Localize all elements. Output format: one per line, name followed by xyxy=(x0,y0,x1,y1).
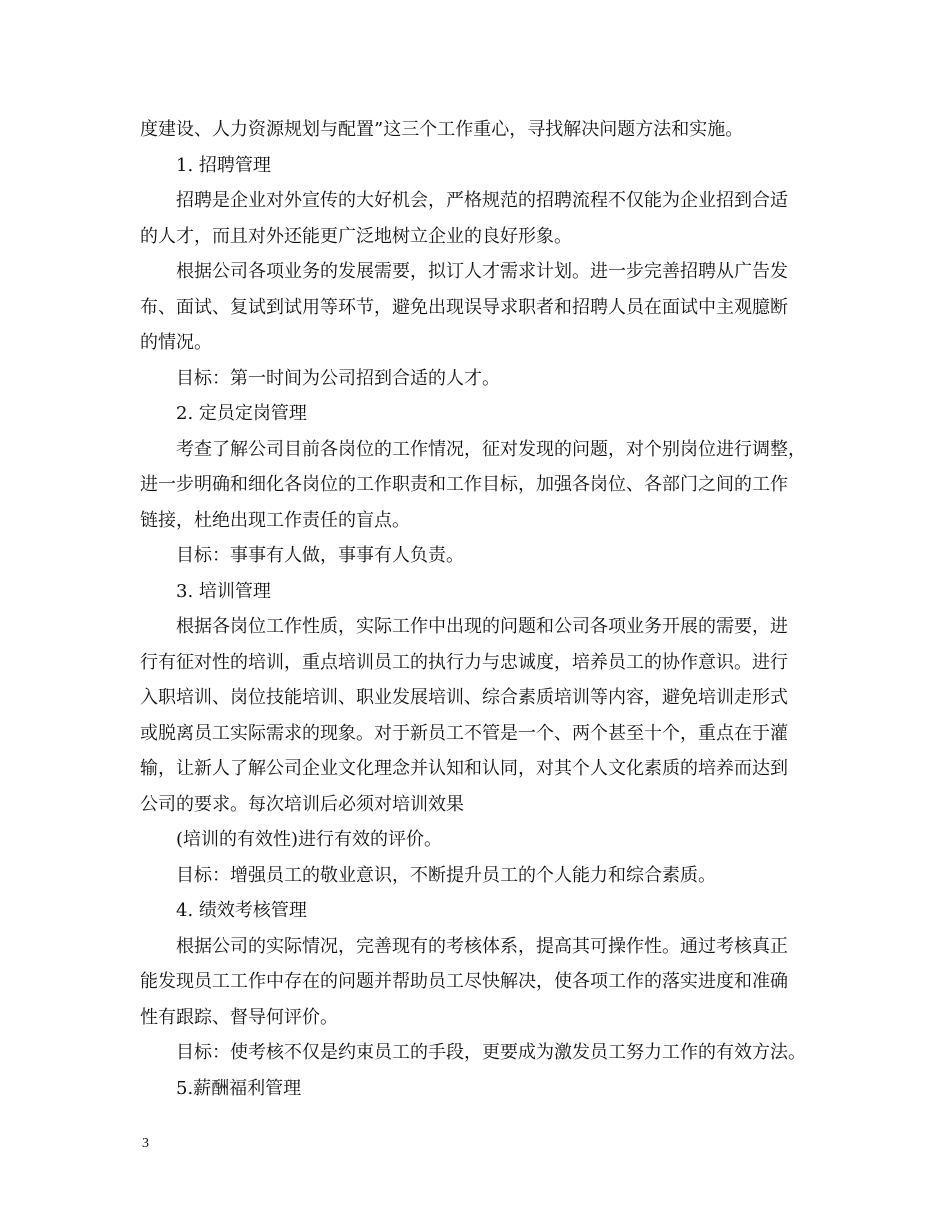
paragraph-line: (培训的有效性)进行有效的评价。 xyxy=(176,829,443,850)
section-heading-training: 3. 培训管理 xyxy=(176,580,271,602)
paragraph-line: 考查了解公司目前各岗位的工作情况，征对发现的问题，对个别岗位进行调整， xyxy=(176,438,806,460)
paragraph-line: 能发现员工工作中存在的问题并帮助员工尽快解决，使各项工作的落实进度和准确 xyxy=(140,971,788,992)
paragraph-line: 的情况。 xyxy=(140,332,212,353)
page-number: 3 xyxy=(142,1136,149,1151)
paragraph-line: 招聘是企业对外宣传的大好机会，严格规范的招聘流程不仅能为企业招到合适 xyxy=(176,190,788,211)
section-heading-recruitment: 1. 招聘管理 xyxy=(176,154,271,176)
section-heading-compensation: 5.薪酬福利管理 xyxy=(176,1077,302,1099)
goal-line: 目标：使考核不仅是约束员工的手段，更要成为激发员工努力工作的有效方法。 xyxy=(176,1042,806,1063)
paragraph-line: 链接，杜绝出现工作责任的盲点。 xyxy=(140,509,410,531)
paragraph-line: 输，让新人了解公司企业文化理念并认知和认同，对其个人文化素质的培养而达到 xyxy=(140,758,788,779)
paragraph-line: 行有征对性的培训，重点培训员工的执行力与忠诚度，培养员工的协作意识。进行 xyxy=(140,651,788,673)
paragraph-line: 根据各岗位工作性质，实际工作中出现的问题和公司各项业务开展的需要，进 xyxy=(176,616,788,637)
paragraph-line: 的人才，而且对外还能更广泛地树立企业的良好形象。 xyxy=(140,225,572,247)
goal-line: 目标：事事有人做，事事有人负责。 xyxy=(176,545,464,566)
section-heading-staffing: 2. 定员定岗管理 xyxy=(176,403,307,424)
paragraph-line: 入职培训、岗位技能培训、职业发展培训、综合素质培训等内容，避免培训走形式 xyxy=(140,687,788,708)
paragraph-line: 度建设、人力资源规划与配置”这三个工作重心，寻找解决问题方法和实施。 xyxy=(140,119,744,140)
goal-line: 目标：增强员工的敬业意识，不断提升员工的个人能力和综合素质。 xyxy=(176,864,716,886)
paragraph-line: 进一步明确和细化各岗位的工作职责和工作目标，加强各岗位、各部门之间的工作 xyxy=(140,474,788,495)
paragraph-line: 或脱离员工实际需求的现象。对于新员工不管是一个、两个甚至十个，重点在于灌 xyxy=(140,722,788,744)
paragraph-line: 根据公司的实际情况，完善现有的考核体系，提高其可操作性。通过考核真正 xyxy=(176,935,788,957)
section-heading-performance: 4. 绩效考核管理 xyxy=(176,900,307,921)
paragraph-line: 根据公司各项业务的发展需要，拟订人才需求计划。进一步完善招聘从广告发 xyxy=(176,261,788,282)
paragraph-line: 布、面试、复试到试用等环节，避免出现误导求职者和招聘人员在面试中主观臆断 xyxy=(140,296,788,318)
paragraph-line: 性有跟踪、督导何评价。 xyxy=(140,1006,338,1028)
document-body xyxy=(140,112,820,1106)
paragraph-line: 公司的要求。每次培训后必须对培训效果 xyxy=(140,793,464,815)
goal-line: 目标：第一时间为公司招到合适的人才。 xyxy=(176,367,500,389)
